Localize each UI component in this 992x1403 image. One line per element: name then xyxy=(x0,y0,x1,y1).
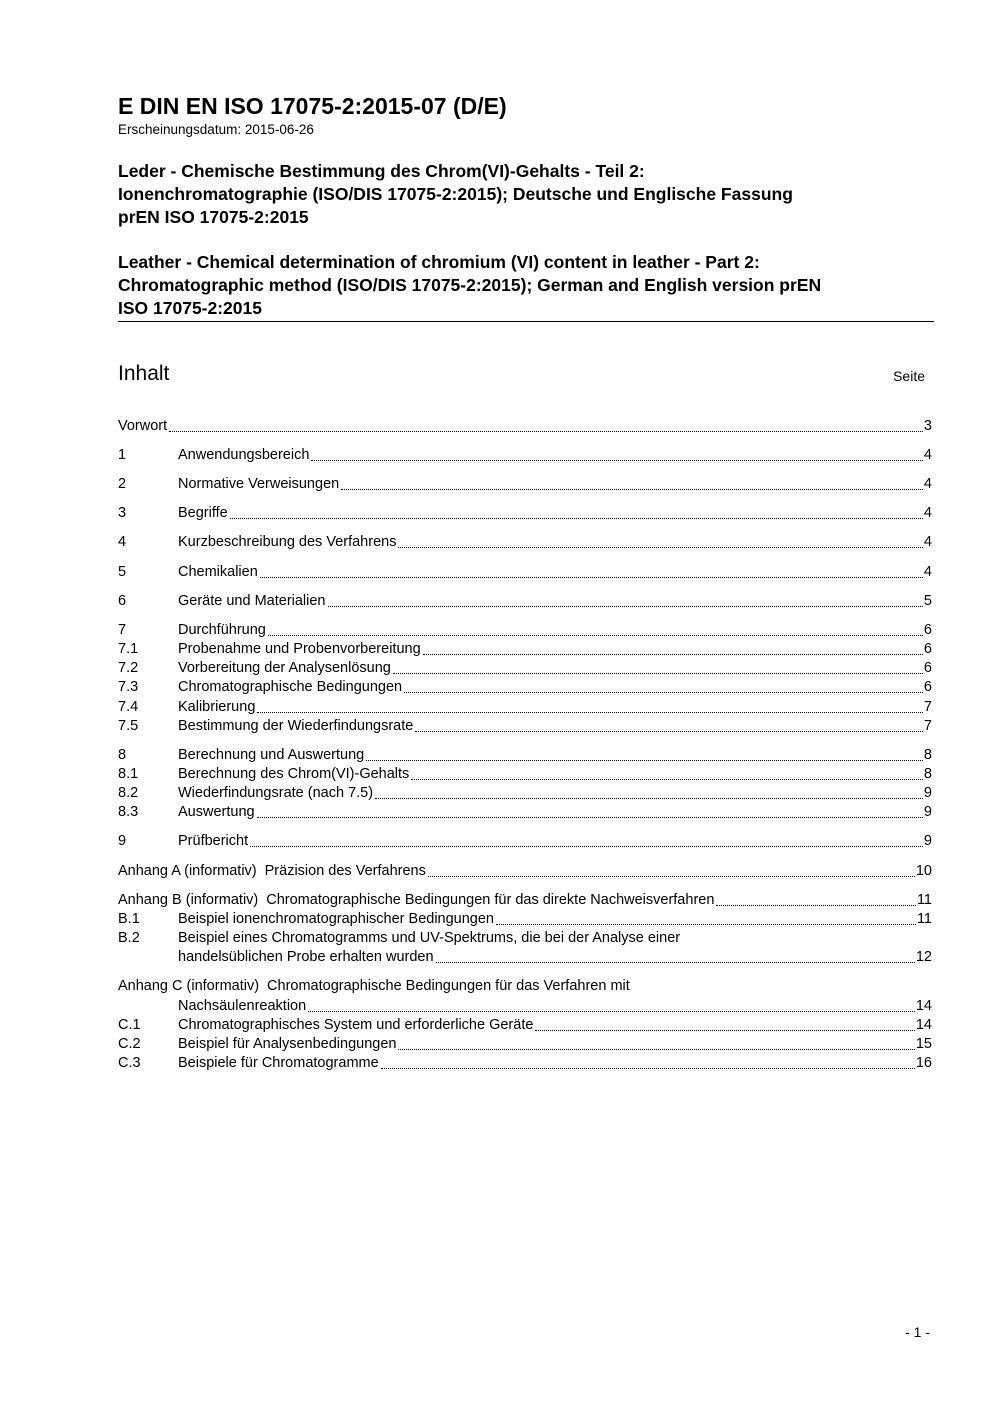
toc-entry-title: Beispiele für Chromatogramme xyxy=(178,1055,379,1071)
toc-entry[interactable] xyxy=(118,997,932,1016)
toc-entry-page: 4 xyxy=(923,447,932,463)
toc-entry[interactable] xyxy=(118,563,932,582)
toc-page-label: Seite xyxy=(893,368,925,384)
toc-entry[interactable] xyxy=(118,698,932,717)
title-german-line: Ionenchromatographie (ISO/DIS 17075-2:2015); Deutsche und Englische Fassung xyxy=(118,184,793,204)
toc-entry-page: 14 xyxy=(915,1017,932,1033)
toc-entry-number: B.1 xyxy=(118,911,140,927)
toc-entry-number: C.3 xyxy=(118,1055,141,1071)
toc-entry-title: Chemikalien xyxy=(178,564,258,580)
toc-dot-leader xyxy=(535,1030,914,1031)
toc-dot-leader xyxy=(398,1049,914,1050)
toc-entry-page: 8 xyxy=(923,766,932,782)
toc-entry-page: 4 xyxy=(923,505,932,521)
toc-entry-page: 4 xyxy=(923,476,932,492)
toc-entry[interactable] xyxy=(118,417,932,436)
toc-entry-page: 7 xyxy=(923,699,932,715)
toc-annex-info: (informativ) xyxy=(186,978,260,994)
toc-dot-leader xyxy=(381,1068,915,1069)
toc-entry-title: Prüfbericht xyxy=(178,833,249,849)
toc-entry-page: 6 xyxy=(923,679,932,695)
toc-annex-info: (informativ) xyxy=(185,892,259,908)
toc-entry[interactable] xyxy=(118,717,932,736)
toc-annex-name: Anhang B xyxy=(118,892,182,908)
toc-dot-leader xyxy=(415,731,923,732)
toc-entry-number: 4 xyxy=(118,534,127,550)
toc-entry[interactable] xyxy=(118,659,932,678)
toc-entry-page: 16 xyxy=(915,1055,932,1071)
toc-entry-title: Beispiel eines Chromatogramms und UV-Spektrums, die bei der Analyse einer xyxy=(178,930,681,946)
toc-entry-title: Normative Verweisungen xyxy=(178,476,340,492)
title-english xyxy=(118,251,934,320)
toc-entry-number: C.1 xyxy=(118,1017,141,1033)
toc-annex-label xyxy=(118,977,267,996)
toc-entry[interactable] xyxy=(118,832,932,851)
toc-entry-number: 7.4 xyxy=(118,699,139,715)
toc-entry-page: 6 xyxy=(923,660,932,676)
toc-dot-leader xyxy=(308,1011,915,1012)
toc-dot-leader xyxy=(423,654,923,655)
toc-dot-leader xyxy=(496,924,916,925)
toc-entry-page: 4 xyxy=(923,534,932,550)
toc-entry-number: 3 xyxy=(118,505,127,521)
title-english-line: Chromatographic method (ISO/DIS 17075-2:2015); German and English version prEN xyxy=(118,275,822,295)
toc-entry-number: 7.3 xyxy=(118,679,139,695)
toc-entry[interactable] xyxy=(118,640,932,659)
toc-dot-leader xyxy=(398,547,922,548)
toc-entry-number: 8.2 xyxy=(118,785,139,801)
toc-dot-leader xyxy=(169,431,923,432)
toc-entry-title: Bestimmung der Wiederfindungsrate xyxy=(178,718,414,734)
toc-dot-leader xyxy=(268,635,923,636)
title-divider xyxy=(118,321,934,322)
toc-entry-page: 8 xyxy=(923,747,932,763)
toc-entry-page: 6 xyxy=(923,622,932,638)
toc-entry-number: 1 xyxy=(118,447,127,463)
toc-entry-number: 8.1 xyxy=(118,766,139,782)
toc-dot-leader xyxy=(311,460,923,461)
toc-entry[interactable] xyxy=(118,504,932,523)
toc-dot-leader xyxy=(230,518,923,519)
toc-entry-page: 9 xyxy=(923,785,932,801)
publication-date: Erscheinungsdatum: 2015-06-26 xyxy=(118,122,314,137)
toc-heading: Inhalt xyxy=(118,362,170,385)
toc-entry-title: Berechnung und Auswertung xyxy=(178,747,365,763)
toc-entry-page: 10 xyxy=(915,863,932,879)
toc-entry-page: 9 xyxy=(923,804,932,820)
toc-entry[interactable] xyxy=(118,678,932,697)
toc-entry-title: Geräte und Materialien xyxy=(178,593,326,609)
toc-entry-title: Präzision des Verfahrens xyxy=(264,863,426,879)
toc-dot-leader xyxy=(341,489,923,490)
toc-entry[interactable] xyxy=(118,746,932,765)
toc-dot-leader xyxy=(366,760,923,761)
toc-entry[interactable] xyxy=(118,862,932,881)
toc-dot-leader xyxy=(257,817,923,818)
toc-entry-number: 8.3 xyxy=(118,804,139,820)
toc-entry-number: 7.5 xyxy=(118,718,139,734)
toc-entry[interactable] xyxy=(118,446,932,465)
toc-entry-number: 5 xyxy=(118,564,127,580)
toc-entry-page: 5 xyxy=(923,593,932,609)
toc-entry[interactable] xyxy=(118,475,932,494)
toc-entry-number: 7.1 xyxy=(118,641,139,657)
toc-entry[interactable] xyxy=(118,929,932,948)
title-german-line: Leder - Chemische Bestimmung des Chrom(VI)-Gehalts - Teil 2: xyxy=(118,161,645,181)
title-english-line: ISO 17075-2:2015 xyxy=(118,298,262,318)
toc-entry[interactable] xyxy=(118,784,932,803)
toc-entry-title: Nachsäulenreaktion xyxy=(178,998,307,1014)
toc-dot-leader xyxy=(716,905,916,906)
page-number: - 1 - xyxy=(905,1324,930,1340)
toc-entry[interactable] xyxy=(118,592,932,611)
toc-dot-leader xyxy=(428,876,915,877)
toc-entry-number: 7 xyxy=(118,622,127,638)
toc-entry-page: 15 xyxy=(915,1036,932,1052)
toc-annex-info: (informativ) xyxy=(184,863,257,879)
toc-entry[interactable] xyxy=(118,1016,932,1035)
toc-entry-title: Kurzbeschreibung des Verfahrens xyxy=(178,534,397,550)
toc-entry-page: 11 xyxy=(916,911,932,927)
toc-annex-name: Anhang A xyxy=(118,863,181,879)
toc-entry-number: B.2 xyxy=(118,930,140,946)
toc-entry-title: Wiederfindungsrate (nach 7.5) xyxy=(178,785,374,801)
toc-annex-name: Anhang C xyxy=(118,978,183,994)
toc-entry-number: 9 xyxy=(118,833,127,849)
toc-entry-title: Beispiel ionenchromatographischer Bedingungen xyxy=(178,911,494,927)
toc-entry[interactable] xyxy=(118,948,932,967)
toc-entry[interactable] xyxy=(118,910,932,929)
toc-annex-label xyxy=(118,891,266,910)
toc-annex-label xyxy=(118,862,265,881)
toc-entry[interactable] xyxy=(118,533,932,552)
toc-entry[interactable] xyxy=(118,977,932,996)
toc-entry[interactable] xyxy=(118,765,932,784)
title-english-line: Leather - Chemical determination of chromium (VI) content in leather - Part 2: xyxy=(118,252,760,272)
toc-entry[interactable] xyxy=(118,1035,932,1054)
toc-dot-leader xyxy=(250,846,923,847)
toc-entry-title: Vorwort xyxy=(118,418,168,434)
document-title: E DIN EN ISO 17075-2:2015-07 (D/E) xyxy=(118,93,507,119)
toc-entry-number: 6 xyxy=(118,593,127,609)
toc-entry-title: Berechnung des Chrom(VI)-Gehalts xyxy=(178,766,410,782)
toc-dot-leader xyxy=(257,712,923,713)
toc-entry-page: 11 xyxy=(916,892,932,908)
toc-entry-page: 6 xyxy=(923,641,932,657)
toc-dot-leader xyxy=(404,692,923,693)
toc-entry-number: 7.2 xyxy=(118,660,139,676)
toc-entry-title: Vorbereitung der Analysenlösung xyxy=(178,660,391,676)
toc-dot-leader xyxy=(393,673,923,674)
toc-entry-page: 7 xyxy=(923,718,932,734)
toc-entry-number: 2 xyxy=(118,476,127,492)
toc-entry[interactable] xyxy=(118,1054,932,1073)
title-german xyxy=(118,160,934,229)
toc-entry-title: Probenahme und Probenvorbereitung xyxy=(178,641,421,657)
toc-entry-title: Begriffe xyxy=(178,505,228,521)
toc-dot-leader xyxy=(375,798,923,799)
toc-entry-title: Auswertung xyxy=(178,804,255,820)
toc-entry-title: handelsüblichen Probe erhalten wurden xyxy=(178,949,434,965)
toc-entry[interactable] xyxy=(118,621,932,640)
toc-entry-page: 3 xyxy=(923,418,932,434)
toc-entry-title: Durchführung xyxy=(178,622,266,638)
title-german-line: prEN ISO 17075-2:2015 xyxy=(118,207,309,227)
toc-entry-page: 9 xyxy=(923,833,932,849)
toc-entry-number: C.2 xyxy=(118,1036,141,1052)
toc-entry-title: Chromatographische Bedingungen für das Verfahren mit xyxy=(267,978,630,994)
toc-entry-page: 14 xyxy=(915,998,932,1014)
toc-entry-number: 8 xyxy=(118,747,127,763)
toc-entry-page: 4 xyxy=(923,564,932,580)
toc-entry-title: Anwendungsbereich xyxy=(178,447,310,463)
toc-entry[interactable] xyxy=(118,891,932,910)
toc-entry-title: Kalibrierung xyxy=(178,699,256,715)
toc-dot-leader xyxy=(328,606,923,607)
toc-entry-title: Chromatographische Bedingungen xyxy=(178,679,403,695)
toc-dot-leader xyxy=(411,779,923,780)
toc-dot-leader xyxy=(436,962,915,963)
toc-dot-leader xyxy=(260,577,923,578)
toc-entry-title: Chromatographische Bedingungen für das direkte Nachweisverfahren xyxy=(266,892,715,908)
toc-entry-title: Beispiel für Analysenbedingungen xyxy=(178,1036,397,1052)
toc-entry[interactable] xyxy=(118,803,932,822)
toc-entry-page: 12 xyxy=(915,949,932,965)
toc-entry-title: Chromatographisches System und erforderliche Geräte xyxy=(178,1017,534,1033)
